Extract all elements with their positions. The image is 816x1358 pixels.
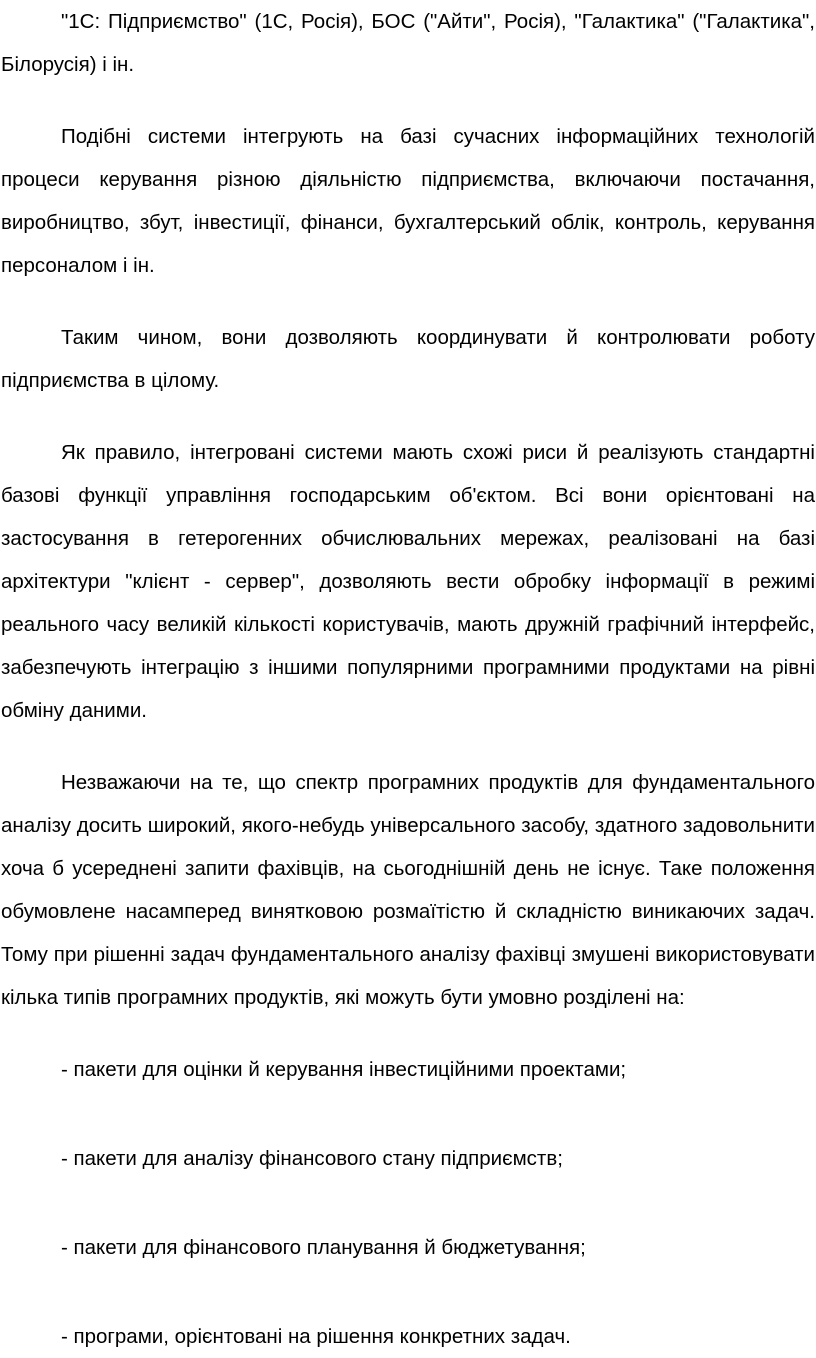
paragraph-4: Як правило, інтегровані системи мають схожі риси й реалізують стандартні базові функції управління господарським об'єктом. Всі вони орієнтовані на застосування в гетерогенних обчислювальних мережах, реалізовані на базі архітектури "клієнт - сервер", дозволяють вести обробку інформації в режимі реального часу великій кількості користувачів, мають дружній графічний інтерфейс, забезпечують інтеграцію з іншими популярними програмними продуктами на рівні обміну даними. bbox=[1, 441, 815, 722]
paragraph-1: "1С: Підприємство" (1С, Росія), БОС ("Айти", Росія), "Галактика" ("Галактика", Білорусія) і ін. bbox=[1, 10, 815, 76]
paragraph-gap bbox=[1, 402, 815, 431]
list-gap bbox=[1, 1180, 815, 1226]
paragraph-gap bbox=[1, 86, 815, 115]
paragraph-5: Незважаючи на те, що спектр програмних продуктів для фундаментального аналізу досить широкий, якого-небудь універсального засобу, здатного задовольнити хоча б усереднені запити фахівців, на сьогоднішній день не існує. Таке положення обумовлене насамперед винятковою розмаїтістю й складністю виникаючих задач. Тому при рішенні задач фундаментального аналізу фахівці змушені використовувати кілька типів програмних продуктів, які можуть бути умовно розділені на: bbox=[1, 771, 815, 1009]
list-item-4: - програми, орієнтовані на рішення конкретних задач. bbox=[61, 1325, 571, 1348]
list-item-1: - пакети для оцінки й керування інвестиційними проектами; bbox=[61, 1058, 627, 1081]
paragraph-2: Подібні системи інтегрують на базі сучасних інформаційних технологій процеси керування різною діяльністю підприємства, включаючи постачання, виробництво, збут, інвестиції, фінанси, бухгалтерський облік, контроль, керування персоналом і ін. bbox=[1, 125, 815, 277]
list-gap bbox=[1, 1091, 815, 1137]
list-gap bbox=[1, 1269, 815, 1315]
paragraph-3: Таким чином, вони дозволяють координувати й контролювати роботу підприємства в цілому. bbox=[1, 326, 815, 392]
paragraph-gap bbox=[1, 732, 815, 761]
list-item-3: - пакети для фінансового планування й бюджетування; bbox=[61, 1236, 586, 1259]
paragraph-gap bbox=[1, 287, 815, 316]
paragraph-gap bbox=[1, 1019, 815, 1048]
list-item-2: - пакети для аналізу фінансового стану підприємств; bbox=[61, 1147, 563, 1170]
